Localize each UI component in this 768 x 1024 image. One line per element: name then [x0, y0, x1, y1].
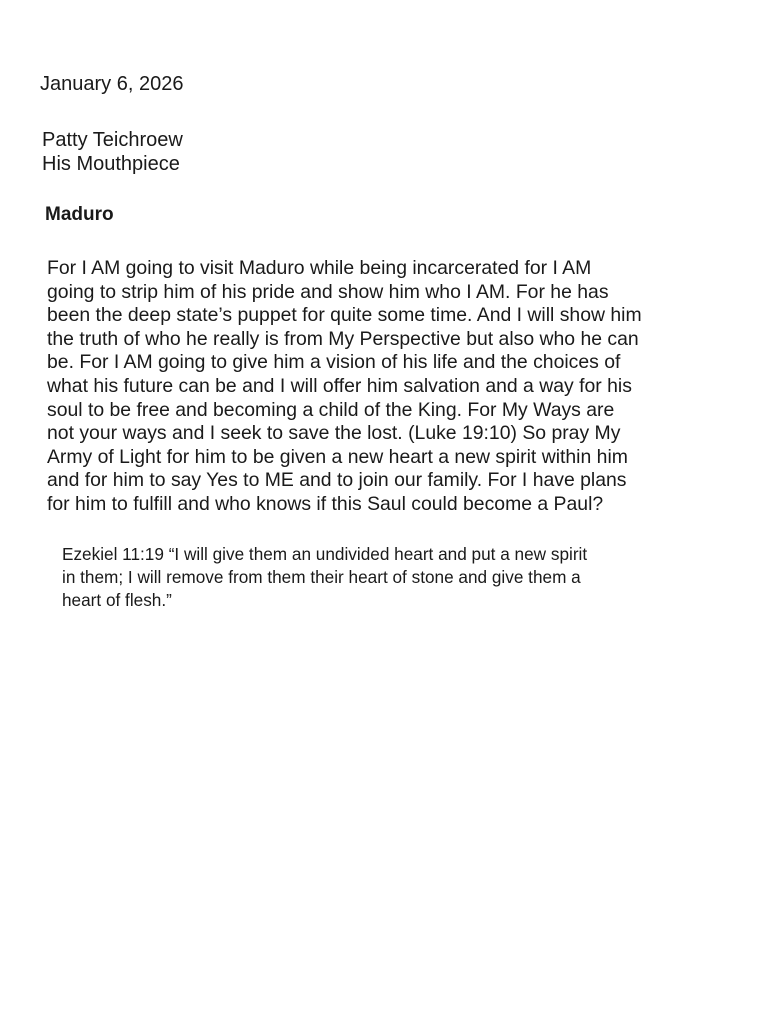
body-line: For I AM going to visit Maduro while being incarcerated for I AM	[47, 257, 592, 279]
body-line: going to strip him of his pride and show him who I AM. For he has	[47, 280, 609, 303]
message-body	[47, 257, 727, 517]
body-line: the truth of who he really is from My Perspective but also who he can	[47, 327, 639, 350]
document-date: January 6, 2026	[40, 73, 184, 95]
body-line: not your ways and I seek to save the lost. (Luke 19:10) So pray My	[47, 422, 621, 445]
body-line: been the deep state’s puppet for quite some time. And I will show him	[47, 304, 642, 327]
verse-line: heart of flesh.”	[62, 590, 172, 610]
verse-line: in them; I will remove from them their heart of stone and give them a	[62, 567, 581, 587]
scripture-quote	[62, 543, 712, 612]
author-name: Patty Teichroew	[42, 129, 183, 151]
body-line: Army of Light for him to be given a new heart a new spirit within him	[47, 445, 628, 468]
body-line: what his future can be and I will offer him salvation and a way for his	[47, 374, 632, 397]
body-line: for him to fulfill and who knows if this Saul could become a Paul?	[47, 492, 604, 515]
body-line: and for him to say Yes to ME and to join our family. For I have plans	[47, 469, 627, 492]
body-line: soul to be free and becoming a child of the King. For My Ways are	[47, 398, 615, 421]
document-title: Maduro	[45, 204, 114, 225]
author-role: His Mouthpiece	[42, 153, 180, 175]
verse-line: Ezekiel 11:19 “I will give them an undivided heart and put a new spirit	[62, 544, 588, 564]
body-line: be. For I AM going to give him a vision of his life and the choices of	[47, 351, 621, 374]
